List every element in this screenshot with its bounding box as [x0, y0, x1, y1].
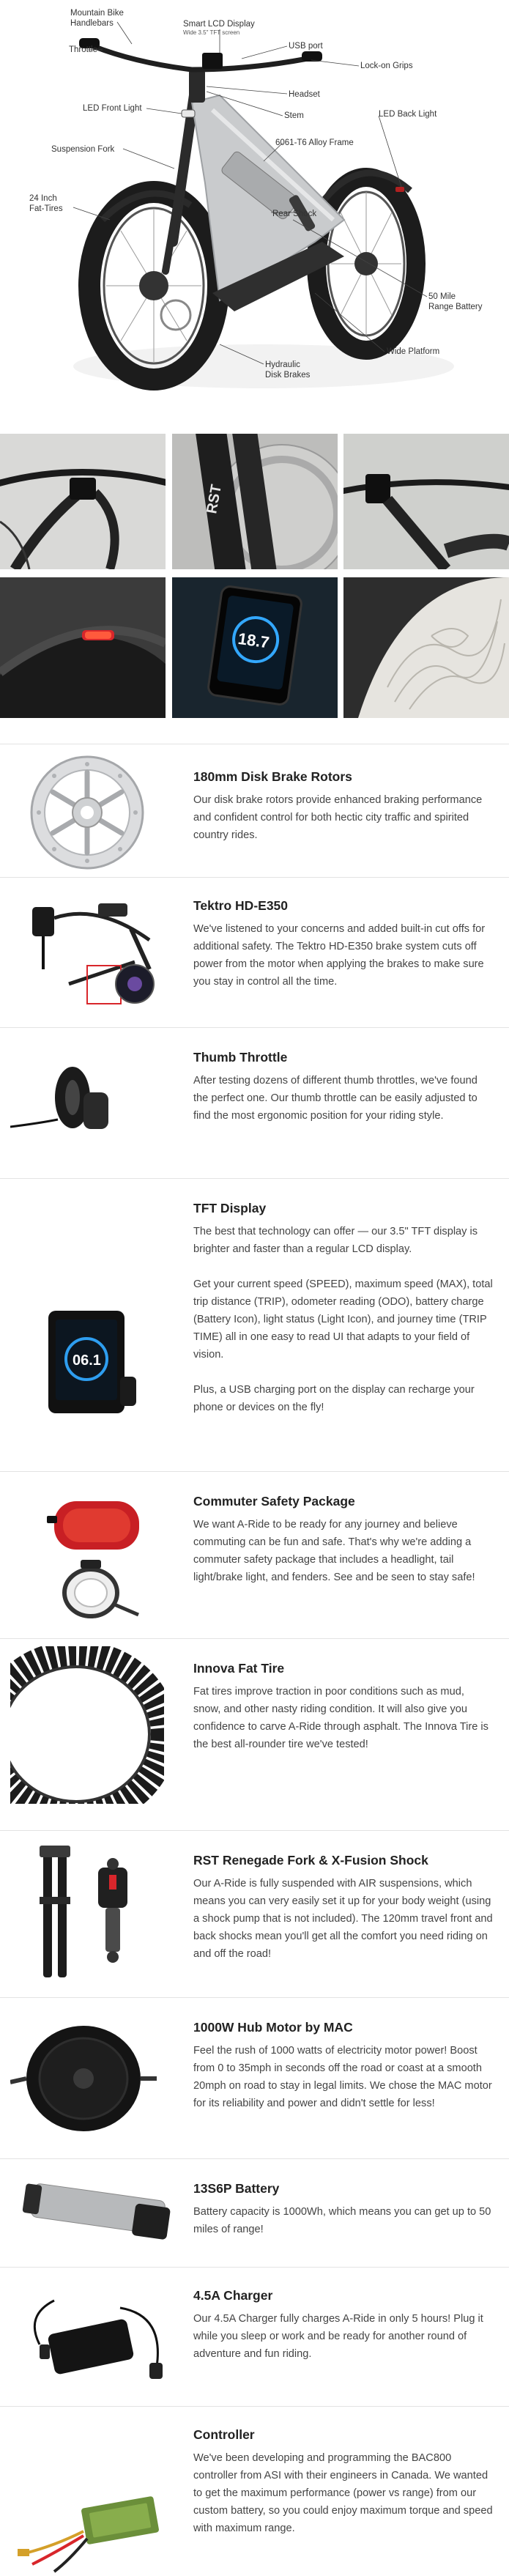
charger-image: [10, 2286, 179, 2399]
tft-speed-reading: 06.1: [73, 1352, 101, 1369]
feature-battery: [0, 2158, 509, 2267]
feature-description: The best that technology can offer — our 3.5" TFT display is brighter and faster than a regular LCD display. Get your current speed (SPEED), maximum speed (MAX), total trip distance (TRIP), odometer reading (ODO), battery charge (Battery Icon), light status (Light Icon), and journey time (TRIP TIME) all in one easy to read UI that adapts to your field of vision. Plus, a USB charging port on the display can recharge your phone or devices on the fly!: [193, 1226, 493, 1413]
feature-tektro-brakes: [0, 877, 509, 1027]
label-alloy-frame: 6061-T6 Alloy Frame: [275, 138, 354, 147]
rear-wheel: [316, 177, 416, 350]
label-range-battery: 50 Mile Range Battery: [428, 292, 483, 311]
fork-shock-image: [10, 1846, 164, 1988]
photo-handlebar-closeup: [0, 434, 166, 569]
detail-photo-grid: [0, 434, 509, 718]
bike-diagram: [0, 0, 509, 429]
label-rear-shock: Rear Shock: [272, 210, 317, 218]
feature-description: Feel the rush of 1000 watts of electricity motor power! Boost from 0 to 35mph in seconds off the road or coast at a smooth 20mph on road to stay in legal limits. We chose the MAC motor for its reliability and power and didn't settle for less!: [193, 2045, 492, 2109]
label-wide-platform: Wide Platform: [387, 347, 440, 356]
thumb-throttle-image: [10, 1050, 164, 1156]
feature-title: 1000W Hub Motor by MAC: [193, 2020, 353, 2035]
feature-innova-fat-tire: [0, 1638, 509, 1830]
fat-tire-image: [10, 1646, 164, 1807]
feature-charger: [0, 2267, 509, 2406]
photo-lcd-on-bars: [343, 434, 509, 569]
controller-image: [10, 2473, 179, 2576]
feature-fork-and-shock: [0, 1830, 509, 1997]
feature-disk-brake-rotors: [0, 744, 509, 877]
label-throttle: Throttle: [69, 45, 97, 54]
feature-description: Fat tires improve traction in poor conditions such as mud, snow, and other nasty riding condition. It will also give you confidence to carve A-Ride through asphalt. The Innova Tire is the best all-rounder tire we've tested!: [193, 1686, 488, 1750]
label-fat-tires: 24 Inch Fat-Tires: [29, 194, 63, 213]
photo-deck-topography: [343, 577, 509, 718]
battery-image: [10, 2170, 179, 2254]
label-disk-brakes: Hydraulic Disk Brakes: [265, 360, 311, 380]
feature-description: After testing dozens of different thumb throttles, we've found the perfect one. Our thumb throttle can be easily adjusted to find the most ergonomic position for your riding style.: [193, 1075, 478, 1122]
label-usb-port: USB port: [289, 42, 323, 51]
safety-package-image: [10, 1487, 164, 1637]
feature-description: We want A-Ride to be ready for any journey and believe commuting can be fun and safe. That's why we're adding a commuter safety package that includes a headlight, tail light/brake light, and fenders. See and be seen to stay safe!: [193, 1519, 475, 1583]
feature-title: RST Renegade Fork & X-Fusion Shock: [193, 1853, 428, 1868]
feature-controller: [0, 2406, 509, 2576]
feature-title: 180mm Disk Brake Rotors: [193, 769, 352, 784]
photo-fork-and-rotor: [172, 434, 338, 569]
photo-tail-light: [0, 577, 166, 718]
feature-description: Our A-Ride is fully suspended with AIR suspensions, which means you can very easily set it up for your body weight (using a shock pump that is not included). The 120mm travel front and back shocks mean you'll get all the comfort you need riding on and off the road!: [193, 1878, 493, 1960]
photo-tft-display-closeup: [172, 577, 338, 718]
feature-title: 4.5A Charger: [193, 2288, 273, 2303]
feature-title: Controller: [193, 2427, 255, 2442]
label-suspension-fork: Suspension Fork: [51, 145, 115, 154]
label-headset: Headset: [289, 90, 320, 99]
hub-motor-image: [10, 2013, 164, 2148]
label-lock-on-grips: Lock-on Grips: [360, 62, 413, 70]
tft-display-image: [10, 1303, 164, 1424]
brake-lever-image: [10, 889, 164, 1017]
bike-illustration: [0, 0, 509, 429]
feature-title: Tektro HD-E350: [193, 898, 289, 913]
svg-text:RST: RST: [204, 483, 225, 515]
label-smart-lcd-display: Smart LCD Display Wide 3.5" TFT screen: [183, 20, 255, 36]
feature-title: Thumb Throttle: [193, 1050, 288, 1065]
feature-commuter-safety: [0, 1471, 509, 1638]
feature-description: Our 4.5A Charger fully charges A-Ride in only 5 hours! Plug it while you sleep or work and be ready for another round of adventure and fun riding.: [193, 2313, 483, 2360]
label-led-front-light: LED Front Light: [83, 104, 142, 113]
feature-description: Battery capacity is 1000Wh, which means you can get up to 50 miles of range!: [193, 2206, 491, 2235]
feature-description: We've been developing and programming the BAC800 controller from ASI with their engineers in Canada. We wanted to get the maximum performance (power vs range) from our custom battery, so you could enjoy maximum torque and speed with maximum range.: [193, 2452, 493, 2534]
feature-thumb-throttle: [0, 1027, 509, 1178]
label-mountain-bike-handlebars: Mountain Bike Handlebars: [70, 9, 124, 28]
feature-description: Our disk brake rotors provide enhanced braking performance and confident control for both hectic city traffic and spirited country rides.: [193, 794, 483, 841]
feature-title: 13S6P Battery: [193, 2181, 280, 2196]
feature-title: Commuter Safety Package: [193, 1494, 355, 1509]
feature-title: TFT Display: [193, 1201, 267, 1215]
disk-rotor-image: [10, 754, 164, 875]
feature-hub-motor: [0, 1997, 509, 2158]
feature-description: We've listened to your concerns and added built-in cut offs for additional safety. The Tektro HD-E350 brake system cuts off power from the motor when applying the brakes to make sure you stay in control all the time.: [193, 923, 486, 988]
label-led-back-light: LED Back Light: [379, 110, 437, 119]
display-speed-reading: 18.7: [237, 629, 271, 652]
label-stem: Stem: [284, 111, 304, 120]
feature-title: Innova Fat Tire: [193, 1661, 285, 1676]
front-wheel: [89, 192, 218, 380]
feature-tft-display: [0, 1178, 509, 1471]
